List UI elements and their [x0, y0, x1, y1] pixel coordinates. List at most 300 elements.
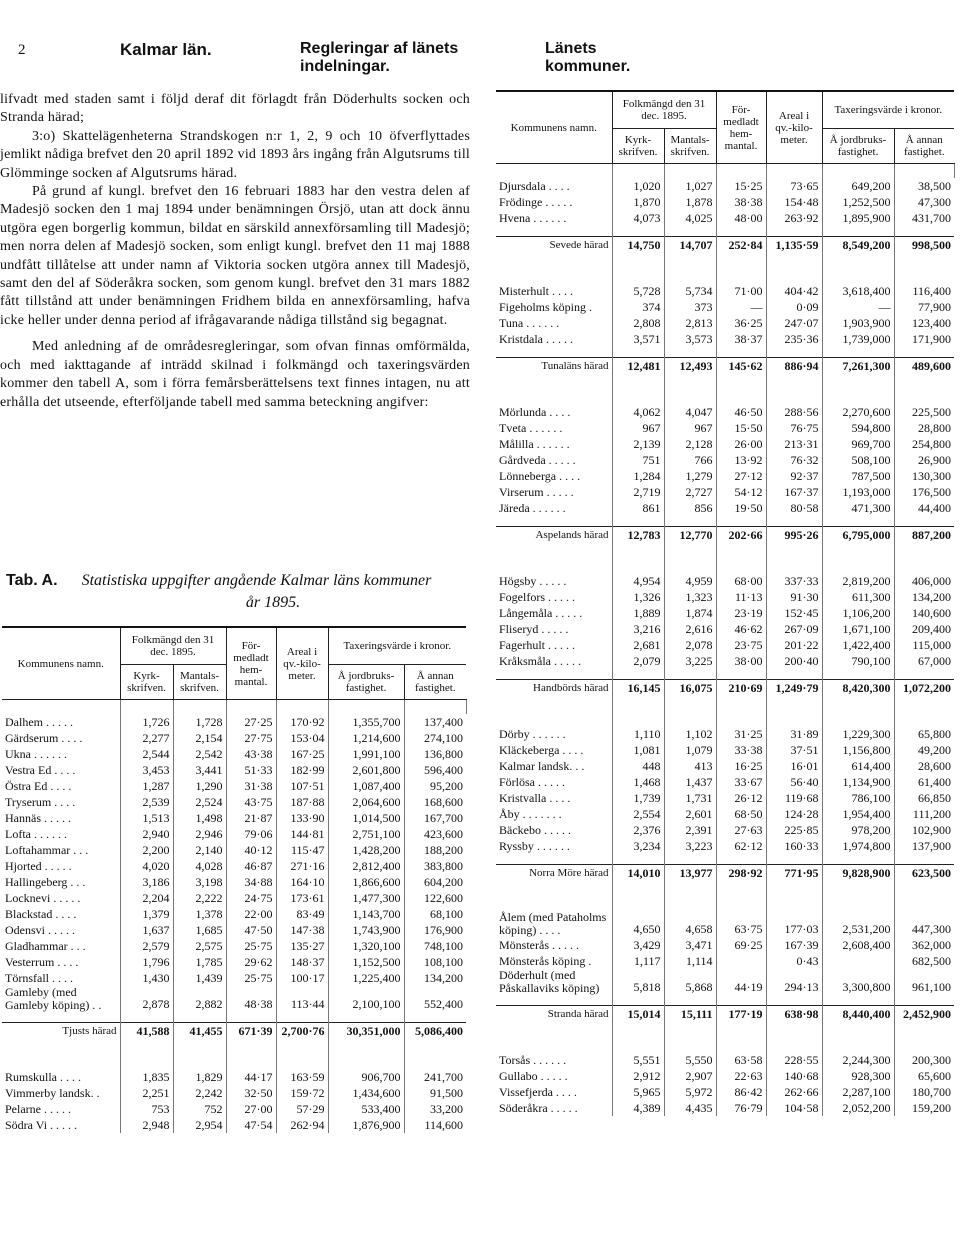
- spacer-cell: [2, 700, 120, 715]
- spacer-cell: [894, 164, 954, 179]
- hemmantal: 43·38: [226, 746, 276, 762]
- spacer-cell: [612, 881, 664, 911]
- district-total-population-kyrk: 41,588: [120, 1023, 173, 1040]
- population-mantals: 1,437: [664, 774, 716, 790]
- spacer-cell: [173, 1039, 226, 1069]
- tax-jordbruk: 649,200: [822, 178, 894, 194]
- table-body: [2, 700, 466, 1134]
- municipality-name: Tryserum . . . .: [2, 794, 120, 810]
- tax-jordbruk: 614,400: [822, 758, 894, 774]
- population-kyrk: 1,326: [612, 589, 664, 605]
- district-total-population-mantals: 13,977: [664, 865, 716, 882]
- municipality-name: Högsby . . . . .: [496, 573, 612, 589]
- area: 337·33: [766, 573, 822, 589]
- area: 213·31: [766, 436, 822, 452]
- population-mantals: 1,279: [664, 468, 716, 484]
- spacer-cell: [612, 516, 664, 527]
- area: 31·89: [766, 726, 822, 742]
- tax-jordbruk: 1,106,200: [822, 605, 894, 621]
- tax-jordbruk: 969,700: [822, 436, 894, 452]
- population-kyrk: 2,878: [120, 986, 173, 1012]
- table-row: [496, 468, 954, 484]
- spacer-row: [2, 1012, 466, 1023]
- header-area: Areal i qv.-kilo-meter.: [276, 627, 328, 700]
- hemmantal: 25·75: [226, 938, 276, 954]
- paragraph: Med anledning af de områdesregleringar, som ofvan finnas omförmälda, och med iakttagande af inträdd skilnad i folkmängd och taxeringsvärden kommer den tabell A, som i förra femårsberättelsens text finnes intagen, nu att erhålla det utseende, efterföljande tabell med samma beteckning angifver:: [0, 339, 470, 410]
- population-kyrk: 1,739: [612, 790, 664, 806]
- table-row: [496, 605, 954, 621]
- area: 148·37: [276, 954, 328, 970]
- hemmantal: 38·38: [716, 194, 766, 210]
- tax-jordbruk: 1,895,900: [822, 210, 894, 226]
- population-mantals: 2,601: [664, 806, 716, 822]
- table-row: [2, 906, 466, 922]
- population-mantals: 2,727: [664, 484, 716, 500]
- spacer-cell: [894, 669, 954, 680]
- spacer-row: [496, 995, 954, 1006]
- spacer-cell: [226, 700, 276, 715]
- population-mantals: 1,878: [664, 194, 716, 210]
- municipality-name: Misterhult . . . .: [496, 283, 612, 299]
- population-mantals: 4,047: [664, 404, 716, 420]
- tax-jordbruk: 2,531,200: [822, 911, 894, 937]
- table-row: [2, 778, 466, 794]
- population-mantals: 4,959: [664, 573, 716, 589]
- population-kyrk: 5,551: [612, 1052, 664, 1068]
- spacer-cell: [664, 164, 716, 179]
- district-total-area: 2,700·76: [276, 1023, 328, 1040]
- area: 144·81: [276, 826, 328, 842]
- tax-annan: 134,200: [424, 971, 464, 985]
- district-total-tax-jordbruk: 7,261,300: [822, 358, 894, 375]
- population-kyrk: 2,554: [612, 806, 664, 822]
- population-mantals: 2,128: [664, 436, 716, 452]
- tax-annan: 748,100: [424, 939, 464, 953]
- spacer-cell: [716, 543, 766, 573]
- municipality-name: Tveta . . . . . .: [496, 420, 612, 436]
- population-mantals: 1,114: [664, 953, 716, 969]
- district-total-row: [496, 237, 954, 254]
- spacer-cell: [120, 700, 173, 715]
- table-row: [2, 970, 466, 986]
- hemmantal: 26·12: [716, 790, 766, 806]
- table-row: [2, 938, 466, 954]
- table-row: [2, 762, 466, 778]
- table-row: [496, 1052, 954, 1068]
- table-row: [2, 1085, 466, 1101]
- spacer-cell: [2, 1012, 120, 1023]
- spacer-cell: [822, 516, 894, 527]
- municipality-name: Bäckebo . . . . .: [496, 822, 612, 838]
- tax-jordbruk: 978,200: [822, 822, 894, 838]
- population-kyrk: 1,020: [612, 178, 664, 194]
- tax-jordbruk: [822, 953, 894, 969]
- spacer-cell: [894, 347, 954, 358]
- tax-jordbruk: 1,014,500: [328, 810, 404, 826]
- municipality-name: Odensvi . . . . .: [2, 922, 120, 938]
- population-kyrk: 2,539: [120, 794, 173, 810]
- population-mantals: 2,575: [173, 938, 226, 954]
- header-mantals: Mantals-skrifven.: [173, 665, 226, 700]
- spacer-cell: [716, 1022, 766, 1052]
- header-jordbruk: Å jordbruks-fastighet.: [328, 665, 404, 700]
- paragraph: lifvadt med staden samt i följd deraf dit förlagdt från Döderhults socken och Stranda härad;: [0, 92, 470, 126]
- spacer-cell: [612, 164, 664, 179]
- spacer-cell: [612, 696, 664, 726]
- table-row: [496, 969, 954, 995]
- district-total-population-kyrk: 16,145: [612, 680, 664, 697]
- spacer-cell: [716, 995, 766, 1006]
- tax-annan: 383,800: [424, 859, 464, 873]
- population-mantals: 373: [664, 299, 716, 315]
- spacer-cell: [276, 1039, 328, 1069]
- population-mantals: 2,907: [664, 1068, 716, 1084]
- tax-jordbruk: 3,300,800: [822, 969, 894, 995]
- spacer-cell: [612, 669, 664, 680]
- spacer-cell: [766, 543, 822, 573]
- hemmantal: 27·25: [226, 714, 276, 730]
- table-row: [2, 1069, 466, 1085]
- municipality-name: Hallingeberg . . .: [2, 874, 120, 890]
- municipality-name: Ålem (med Pataholms köping) . . . .: [496, 911, 612, 937]
- population-mantals: 5,550: [664, 1052, 716, 1068]
- district-total-tax-annan: 489,600: [894, 358, 954, 375]
- tax-annan: 961,100: [912, 980, 952, 994]
- tax-annan: 176,900: [424, 923, 464, 937]
- header-taxation: Taxeringsvärde i kronor.: [328, 627, 466, 665]
- tax-jordbruk: —: [822, 299, 894, 315]
- table-row: [496, 726, 954, 742]
- header-area: Areal i qv.-kilo-meter.: [766, 91, 822, 164]
- district-total-row: [496, 680, 954, 697]
- population-kyrk: 4,073: [612, 210, 664, 226]
- population-kyrk: 2,681: [612, 637, 664, 653]
- table-row: [496, 774, 954, 790]
- tax-jordbruk: 1,876,900: [328, 1117, 404, 1133]
- population-mantals: 3,471: [664, 937, 716, 953]
- hemmantal: 23·19: [716, 605, 766, 621]
- tax-annan: 114,600: [424, 1118, 464, 1132]
- municipality-name: Kristdala . . . . .: [496, 331, 612, 347]
- area: 159·72: [276, 1085, 328, 1101]
- population-mantals: 2,954: [173, 1117, 226, 1133]
- hemmantal: 47·50: [226, 922, 276, 938]
- population-mantals: 2,391: [664, 822, 716, 838]
- spacer-cell: [276, 1012, 328, 1023]
- spacer-cell: [894, 881, 954, 911]
- tax-jordbruk: 594,800: [822, 420, 894, 436]
- tax-annan: 159,200: [912, 1101, 952, 1115]
- tax-annan: 49,200: [918, 743, 952, 757]
- tax-jordbruk: 1,739,000: [822, 331, 894, 347]
- spacer-cell: [894, 696, 954, 726]
- municipality-name: Södra Vi . . . . .: [2, 1117, 120, 1133]
- table-row: [2, 746, 466, 762]
- spacer-cell: [766, 995, 822, 1006]
- table-row: [2, 842, 466, 858]
- population-mantals: 2,140: [173, 842, 226, 858]
- tax-jordbruk: 1,954,400: [822, 806, 894, 822]
- district-total-tax-jordbruk: 9,828,900: [822, 865, 894, 882]
- tax-jordbruk: 3,618,400: [822, 283, 894, 299]
- tax-annan: 26,900: [918, 453, 952, 467]
- spacer-cell: [496, 543, 612, 573]
- area: 0·09: [766, 299, 822, 315]
- municipality-name: Blackstad . . . .: [2, 906, 120, 922]
- population-mantals: 752: [173, 1101, 226, 1117]
- district-total-population-kyrk: 14,750: [612, 237, 664, 254]
- spacer-cell: [173, 700, 226, 715]
- district-total-row: [496, 865, 954, 882]
- tax-jordbruk: 1,143,700: [328, 906, 404, 922]
- population-kyrk: 2,277: [120, 730, 173, 746]
- population-mantals: 2,542: [173, 746, 226, 762]
- population-kyrk: 2,579: [120, 938, 173, 954]
- municipality-name: Hvena . . . . . .: [496, 210, 612, 226]
- district-total-population-kyrk: 15,014: [612, 1006, 664, 1023]
- spacer-cell: [716, 669, 766, 680]
- district-total-tax-annan: 2,452,900: [894, 1006, 954, 1023]
- tax-annan: 47,300: [918, 195, 952, 209]
- table-row: [496, 452, 954, 468]
- spacer-cell: [496, 854, 612, 865]
- tax-jordbruk: 2,601,800: [328, 762, 404, 778]
- municipality-name: Vissefjerda . . . .: [496, 1084, 612, 1100]
- municipality-name: Gårdveda . . . . .: [496, 452, 612, 468]
- population-mantals: 1,874: [664, 605, 716, 621]
- spacer-cell: [612, 854, 664, 865]
- spacer-cell: [716, 347, 766, 358]
- tax-jordbruk: 1,903,900: [822, 315, 894, 331]
- tax-jordbruk: 2,244,300: [822, 1052, 894, 1068]
- district-total-population-kyrk: 14,010: [612, 865, 664, 882]
- table-row: [496, 283, 954, 299]
- tax-jordbruk: 2,270,600: [822, 404, 894, 420]
- hemmantal: 38·37: [716, 331, 766, 347]
- tax-jordbruk: 2,052,200: [822, 1100, 894, 1116]
- section-title: Länets kommuner.: [545, 40, 631, 75]
- area: 187·88: [276, 794, 328, 810]
- spacer-cell: [716, 854, 766, 865]
- area: 140·68: [766, 1068, 822, 1084]
- population-kyrk: 751: [612, 452, 664, 468]
- district-total-tax-jordbruk: 8,549,200: [822, 237, 894, 254]
- tax-annan: 362,000: [912, 938, 952, 952]
- population-mantals: 3,223: [664, 838, 716, 854]
- spacer-cell: [276, 700, 328, 715]
- hemmantal: 62·12: [716, 838, 766, 854]
- spacer-cell: [496, 881, 612, 911]
- hemmantal: 48·00: [716, 210, 766, 226]
- spacer-row: [496, 374, 954, 404]
- population-mantals: 856: [664, 500, 716, 516]
- spacer-cell: [496, 374, 612, 404]
- municipality-name: Järeda . . . . . .: [496, 500, 612, 516]
- municipality-name: Virserum . . . . .: [496, 484, 612, 500]
- municipality-name: Torsås . . . . . .: [496, 1052, 612, 1068]
- hemmantal: 54·12: [716, 484, 766, 500]
- hemmantal: 31·38: [226, 778, 276, 794]
- area: 76·32: [766, 452, 822, 468]
- area: 167·39: [766, 937, 822, 953]
- table-row: [496, 637, 954, 653]
- table-row: [496, 178, 954, 194]
- spacer-cell: [822, 226, 894, 237]
- hemmantal: 51·33: [226, 762, 276, 778]
- table-row: [496, 436, 954, 452]
- district-total-area: 1,135·59: [766, 237, 822, 254]
- spacer-cell: [766, 854, 822, 865]
- tax-annan: 61,400: [918, 775, 952, 789]
- spacer-cell: [716, 164, 766, 179]
- municipality-name: Kråksmåla . . . . .: [496, 653, 612, 669]
- spacer-cell: [894, 226, 954, 237]
- area: 404·42: [766, 283, 822, 299]
- spacer-cell: [766, 881, 822, 911]
- spacer-cell: [716, 253, 766, 283]
- district-total-tax-jordbruk: 8,420,300: [822, 680, 894, 697]
- spacer-row: [496, 696, 954, 726]
- tax-annan: 167,700: [424, 811, 464, 825]
- tax-annan: 65,600: [918, 1069, 952, 1083]
- district-total-row: [496, 358, 954, 375]
- hemmantal: 43·75: [226, 794, 276, 810]
- spacer-cell: [664, 881, 716, 911]
- spacer-cell: [822, 543, 894, 573]
- hemmantal: 76·79: [716, 1100, 766, 1116]
- area: 133·90: [276, 810, 328, 826]
- hemmantal: 27·63: [716, 822, 766, 838]
- spacer-cell: [716, 696, 766, 726]
- hemmantal: 71·00: [716, 283, 766, 299]
- spacer-cell: [766, 226, 822, 237]
- hemmantal: 21·87: [226, 810, 276, 826]
- municipality-name: Dörby . . . . . .: [496, 726, 612, 742]
- area: 92·37: [766, 468, 822, 484]
- population-mantals: 5,868: [664, 969, 716, 995]
- district-name: Aspelands härad: [496, 527, 612, 544]
- area: 163·59: [276, 1069, 328, 1085]
- municipality-name: Vesterrum . . . .: [2, 954, 120, 970]
- hemmantal: 22·00: [226, 906, 276, 922]
- table-row: [496, 621, 954, 637]
- district-total-tax-annan: 1,072,200: [894, 680, 954, 697]
- tax-annan: 28,600: [918, 759, 952, 773]
- population-kyrk: 1,468: [612, 774, 664, 790]
- spacer-cell: [496, 696, 612, 726]
- table-year: år 1895.: [245, 594, 301, 611]
- tax-jordbruk: 1,671,100: [822, 621, 894, 637]
- spacer-row: [496, 669, 954, 680]
- area: 160·33: [766, 838, 822, 854]
- population-kyrk: 374: [612, 299, 664, 315]
- hemmantal: 38·00: [716, 653, 766, 669]
- municipality-name: Fagerhult . . . . .: [496, 637, 612, 653]
- tax-jordbruk: 1,355,700: [328, 714, 404, 730]
- municipality-name: Gärdserum . . . .: [2, 730, 120, 746]
- spacer-cell: [716, 226, 766, 237]
- district-total-tax-annan: 5,086,400: [404, 1023, 466, 1040]
- hemmantal: 86·42: [716, 1084, 766, 1100]
- municipality-name: Gladhammar . . .: [2, 938, 120, 954]
- table-row: [2, 922, 466, 938]
- subject-title: Regleringar af länets indelningar.: [300, 40, 459, 75]
- table-row: [2, 810, 466, 826]
- district-total-row: [496, 527, 954, 544]
- tax-annan: 137,400: [424, 715, 464, 729]
- statistics-table-right: [496, 90, 955, 1116]
- table-row: [496, 1084, 954, 1100]
- municipality-name: Tuna . . . . . .: [496, 315, 612, 331]
- population-mantals: 1,439: [173, 970, 226, 986]
- tax-annan: 115,000: [912, 638, 952, 652]
- population-mantals: 2,813: [664, 315, 716, 331]
- spacer-cell: [894, 516, 954, 527]
- tax-annan: 596,400: [424, 763, 464, 777]
- spacer-cell: [766, 253, 822, 283]
- spacer-cell: [766, 669, 822, 680]
- paragraph: På grund af kungl. brefvet den 16 februari 1883 har den vestra delen af Madesjö socken den 1 maj 1894 under benämningen Örsjö, utan att dock ännu utgöra egen borgerlig kommun, bildat en särskild annexförsamling till Madesjö; men norra delen af Madesjö socken, som enligt kungl. brefvet den 11 maj 1888 undfått tillåtelse att under namn af Viktoria socken utgöra annex till Madesjö, samt den del af Söderåkra socken, som genom kungl. brefvet den 31 mars 1882 fått tillstånd att under benämningen Fridhem bilda en annexförsamling, hafva icke heller under denna period af ifrågavarande nådiga tillstånd sig begagnat.: [0, 184, 470, 328]
- spacer-cell: [894, 1022, 954, 1052]
- header-taxation: Taxeringsvärde i kronor.: [822, 91, 954, 129]
- table-row: [496, 822, 954, 838]
- county-title: Kalmar län.: [120, 40, 212, 59]
- tax-jordbruk: 1,214,600: [328, 730, 404, 746]
- district-total-population-mantals: 12,493: [664, 358, 716, 375]
- hemmantal: 46·50: [716, 404, 766, 420]
- spacer-cell: [664, 995, 716, 1006]
- municipality-name: Loftahammar . . .: [2, 842, 120, 858]
- spacer-cell: [496, 347, 612, 358]
- district-total-hemmantal: 210·69: [716, 680, 766, 697]
- population-kyrk: 2,204: [120, 890, 173, 906]
- municipality-name: Mörlunda . . . .: [496, 404, 612, 420]
- area: 288·56: [766, 404, 822, 420]
- population-mantals: 4,028: [173, 858, 226, 874]
- spacer-cell: [822, 854, 894, 865]
- header-population: Folkmängd den 31 dec. 1895.: [612, 91, 716, 129]
- table-row: [496, 937, 954, 953]
- spacer-cell: [822, 995, 894, 1006]
- population-kyrk: 2,912: [612, 1068, 664, 1084]
- tax-annan: 682,500: [912, 954, 952, 968]
- tax-jordbruk: 1,743,900: [328, 922, 404, 938]
- spacer-cell: [822, 1022, 894, 1052]
- table-row: [2, 890, 466, 906]
- hemmantal: 25·75: [226, 970, 276, 986]
- tax-annan: 447,300: [912, 922, 952, 936]
- spacer-row: [496, 881, 954, 911]
- area: 182·99: [276, 762, 328, 778]
- spacer-cell: [2, 1039, 120, 1069]
- area: 225·85: [766, 822, 822, 838]
- hemmantal: 26·00: [716, 436, 766, 452]
- spacer-cell: [766, 1022, 822, 1052]
- tax-jordbruk: 533,400: [328, 1101, 404, 1117]
- area: 115·47: [276, 842, 328, 858]
- table-row: [496, 210, 954, 226]
- tax-annan: 123,400: [912, 316, 952, 330]
- population-mantals: 1,731: [664, 790, 716, 806]
- tax-annan: 171,900: [912, 332, 952, 346]
- tax-annan: 28,800: [918, 421, 952, 435]
- population-mantals: 4,658: [664, 911, 716, 937]
- tax-jordbruk: 2,287,100: [822, 1084, 894, 1100]
- area: 80·58: [766, 500, 822, 516]
- spacer-cell: [496, 669, 612, 680]
- population-mantals: 1,685: [173, 922, 226, 938]
- hemmantal: 68·50: [716, 806, 766, 822]
